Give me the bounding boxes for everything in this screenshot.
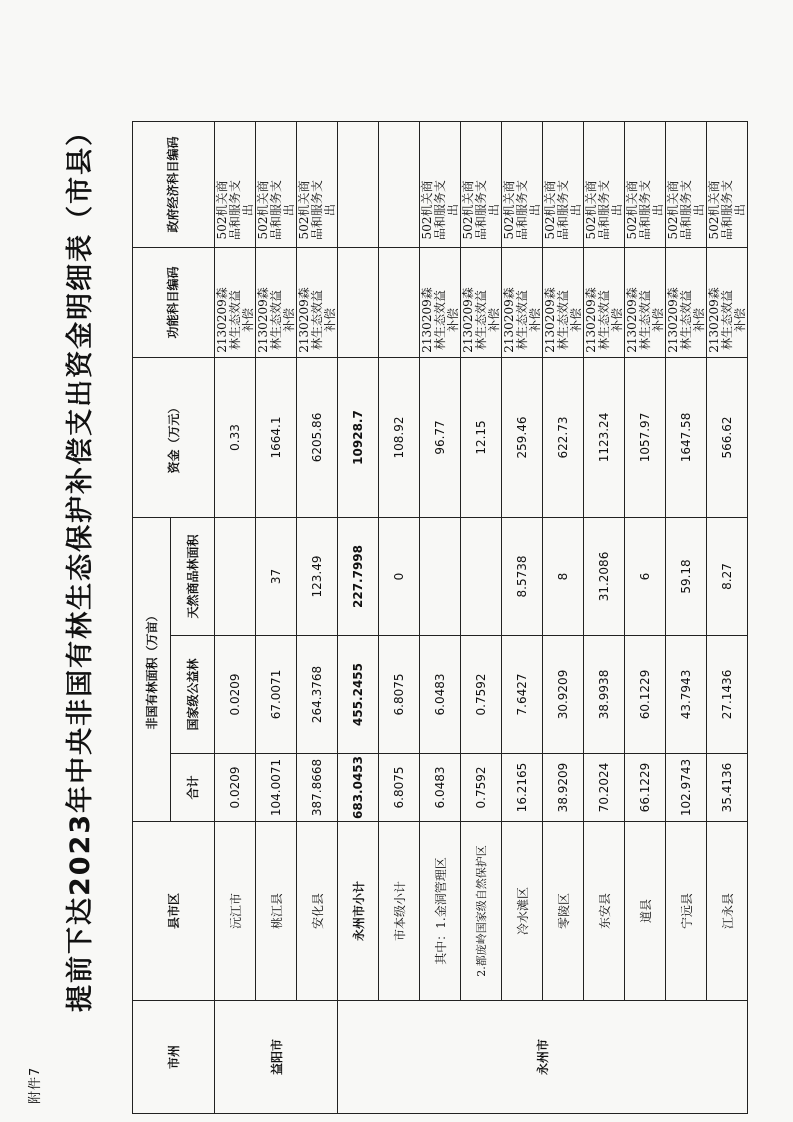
func-code-cell: 2130209森林生态效益补偿	[297, 247, 338, 357]
header-county: 县市区	[133, 822, 215, 1001]
area-natural-cell: 59.18	[666, 517, 707, 635]
econ-code-cell: 502机关商品和服务支出	[215, 121, 256, 247]
funds-cell: 622.73	[543, 357, 584, 517]
header-func-code: 功能科目编码	[133, 247, 215, 357]
county-cell: 道县	[625, 822, 666, 1001]
county-cell: 安化县	[297, 822, 338, 1001]
func-code-cell: 2130209森林生态效益补偿	[215, 247, 256, 357]
funds-cell: 6205.86	[297, 357, 338, 517]
area-natural-cell	[461, 517, 502, 635]
area-natural-cell: 31.2086	[584, 517, 625, 635]
func-code-cell: 2130209森林生态效益补偿	[502, 247, 543, 357]
funds-table	[132, 121, 748, 1114]
econ-code-cell: 502机关商品和服务支出	[502, 121, 543, 247]
table-row	[707, 121, 748, 1113]
area-total-cell: 102.9743	[666, 753, 707, 821]
econ-code-cell: 502机关商品和服务支出	[707, 121, 748, 247]
func-code-cell: 2130209森林生态效益补偿	[256, 247, 297, 357]
area-national-cell: 264.3768	[297, 635, 338, 753]
county-cell: 市本级小计	[379, 822, 420, 1001]
table-row	[461, 121, 502, 1113]
econ-code-cell: 502机关商品和服务支出	[256, 121, 297, 247]
county-cell: 桃江县	[256, 822, 297, 1001]
area-total-cell: 104.0071	[256, 753, 297, 821]
econ-code-cell: 502机关商品和服务支出	[420, 121, 461, 247]
area-natural-cell: 227.7998	[338, 517, 379, 635]
city-cell-yiyang: 益阳市	[215, 1001, 338, 1114]
econ-code-cell: 502机关商品和服务支出	[625, 121, 666, 247]
func-code-cell: 2130209森林生态效益补偿	[666, 247, 707, 357]
table-row	[584, 121, 625, 1113]
area-national-cell: 6.8075	[379, 635, 420, 753]
area-total-cell: 6.8075	[379, 753, 420, 821]
header-city: 市州	[133, 1001, 215, 1114]
area-national-cell: 6.0483	[420, 635, 461, 753]
funds-cell: 10928.7	[338, 357, 379, 517]
county-cell: 宁远县	[666, 822, 707, 1001]
county-cell: 2.都庞岭国家级自然保护区	[461, 822, 502, 1001]
county-cell: 江永县	[707, 822, 748, 1001]
funds-cell: 12.15	[461, 357, 502, 517]
table-row	[379, 121, 420, 1113]
funds-cell: 108.92	[379, 357, 420, 517]
func-code-cell: 2130209森林生态效益补偿	[584, 247, 625, 357]
header-area-group: 非国有林面积（万亩）	[133, 517, 171, 821]
county-cell: 东安县	[584, 822, 625, 1001]
area-natural-cell: 8	[543, 517, 584, 635]
area-natural-cell: 8.27	[707, 517, 748, 635]
area-natural-cell: 123.49	[297, 517, 338, 635]
area-national-cell: 60.1229	[625, 635, 666, 753]
header-econ-code: 政府经济科目编码	[133, 121, 215, 247]
area-national-cell: 43.7943	[666, 635, 707, 753]
table-row	[502, 121, 543, 1113]
funds-cell: 1057.97	[625, 357, 666, 517]
area-national-cell: 67.0071	[256, 635, 297, 753]
area-natural-cell: 37	[256, 517, 297, 635]
area-natural-cell	[420, 517, 461, 635]
area-natural-cell: 8.5738	[502, 517, 543, 635]
econ-code-cell: 502机关商品和服务支出	[461, 121, 502, 247]
area-total-cell: 0.7592	[461, 753, 502, 821]
econ-code-cell: 502机关商品和服务支出	[584, 121, 625, 247]
area-total-cell: 70.2024	[584, 753, 625, 821]
area-national-cell: 38.9938	[584, 635, 625, 753]
header-area-national: 国家级公益林	[171, 635, 215, 753]
county-cell: 沅江市	[215, 822, 256, 1001]
func-code-cell: 2130209森林生态效益补偿	[707, 247, 748, 357]
area-natural-cell: 0	[379, 517, 420, 635]
func-code-cell: 2130209森林生态效益补偿	[543, 247, 584, 357]
header-funds: 资金（万元）	[133, 357, 215, 517]
table-row-subtotal	[338, 121, 379, 1113]
area-national-cell: 27.1436	[707, 635, 748, 753]
table-row	[297, 121, 338, 1113]
funds-cell: 96.77	[420, 357, 461, 517]
func-code-cell: 2130209森林生态效益补偿	[420, 247, 461, 357]
area-total-cell: 16.2165	[502, 753, 543, 821]
funds-cell: 259.46	[502, 357, 543, 517]
header-area-natural: 天然商品林面积	[171, 517, 215, 635]
document-title: 提前下达2023年中央非国有林生态保护补偿支出资金明细表（市县）	[65, 116, 96, 1012]
area-national-cell: 7.6427	[502, 635, 543, 753]
econ-code-cell	[379, 121, 420, 247]
area-national-cell: 0.0209	[215, 635, 256, 753]
area-total-cell: 387.8668	[297, 753, 338, 821]
table-row	[256, 121, 297, 1113]
city-cell-yongzhou: 永州市	[338, 1001, 748, 1114]
funds-cell: 1664.1	[256, 357, 297, 517]
funds-cell: 1123.24	[584, 357, 625, 517]
area-total-cell: 35.4136	[707, 753, 748, 821]
area-national-cell: 455.2455	[338, 635, 379, 753]
area-national-cell: 30.9209	[543, 635, 584, 753]
area-total-cell: 38.9209	[543, 753, 584, 821]
table-row	[625, 121, 666, 1113]
func-code-cell: 2130209森林生态效益补偿	[625, 247, 666, 357]
table-row	[666, 121, 707, 1113]
county-cell: 零陵区	[543, 822, 584, 1001]
attachment-label: 附件7	[28, 1066, 43, 1104]
econ-code-cell: 502机关商品和服务支出	[543, 121, 584, 247]
county-cell: 永州市小计	[338, 822, 379, 1001]
county-cell: 其中：1.金洞管理区	[420, 822, 461, 1001]
area-total-cell: 683.0453	[338, 753, 379, 821]
funds-cell: 1647.58	[666, 357, 707, 517]
table-row	[420, 121, 461, 1113]
area-total-cell: 6.0483	[420, 753, 461, 821]
area-total-cell: 66.1229	[625, 753, 666, 821]
area-natural-cell	[215, 517, 256, 635]
funds-cell: 0.33	[215, 357, 256, 517]
econ-code-cell: 502机关商品和服务支出	[666, 121, 707, 247]
econ-code-cell	[338, 121, 379, 247]
econ-code-cell: 502机关商品和服务支出	[297, 121, 338, 247]
func-code-cell	[379, 247, 420, 357]
header-row-1	[133, 121, 171, 1113]
func-code-cell: 2130209森林生态效益补偿	[461, 247, 502, 357]
table-row	[543, 121, 584, 1113]
area-national-cell: 0.7592	[461, 635, 502, 753]
area-natural-cell: 6	[625, 517, 666, 635]
table-row	[215, 121, 256, 1113]
area-total-cell: 0.0209	[215, 753, 256, 821]
header-area-total: 合计	[171, 753, 215, 821]
county-cell: 冷水滩区	[502, 822, 543, 1001]
func-code-cell	[338, 247, 379, 357]
funds-cell: 566.62	[707, 357, 748, 517]
